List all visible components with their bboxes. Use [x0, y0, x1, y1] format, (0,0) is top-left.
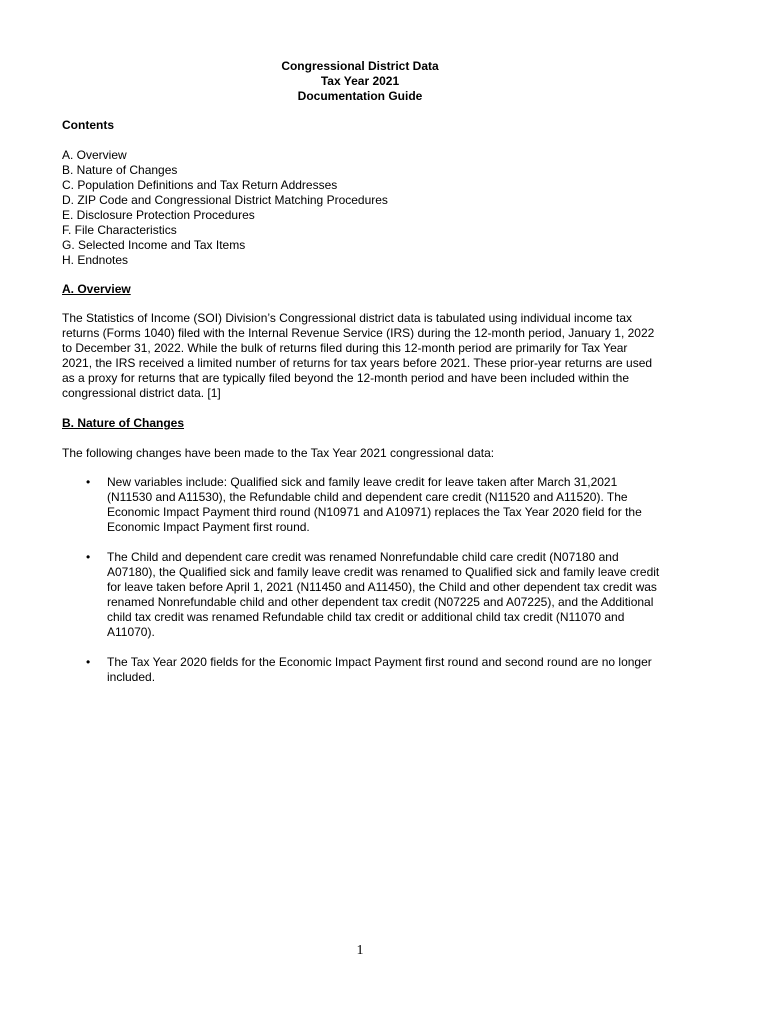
title-line-1: Congressional District Data: [281, 59, 439, 73]
list-item: [62, 550, 662, 640]
toc-item: C. Population Definitions and Tax Return Addresses: [62, 178, 338, 192]
toc-item: D. ZIP Code and Congressional District Matching Procedures: [62, 193, 388, 207]
changes-intro-block: [62, 446, 662, 461]
list-item: [62, 655, 662, 685]
toc-item: B. Nature of Changes: [62, 163, 178, 177]
toc-item: E. Disclosure Protection Procedures: [62, 208, 255, 222]
overview-body: [62, 311, 658, 401]
toc-item: H. Endnotes: [62, 253, 129, 267]
bullet-text: The Child and dependent care credit was renamed Nonrefundable child care credit (N07180 and A07180), the Qualified sick and family leave credit was renamed to Qualified sick and family leave credit for leave taken before April 1, 2021 (N11450 and A11450), the Child and other dependent tax credit was renamed Nonrefundable child and other dependent tax credit (N07225 and A07225), and the Additional child tax credit was renamed Refundable child tax credit or additional child tax credit (N11070 and A11070).: [107, 550, 660, 639]
overview-paragraph: The Statistics of Income (SOI) Division’s Congressional district data is tabulated using individual income tax returns (Forms 1040) filed with the Internal Revenue Service (IRS) during the 12-month period, January 1, 2022 to December 31, 2022. While the bulk of returns filed during this 12-month period are primarily for Tax Year 2021, the IRS received a limited number of returns for tax years before 2021. These prior-year returns are used as a proxy for returns that are typically filed beyond the 12-month period and have been included within the congressional district data. [1]: [62, 311, 655, 400]
toc-item: F. File Characteristics: [62, 223, 177, 237]
changes-section: [62, 416, 662, 431]
title-line-2: Tax Year 2021: [320, 74, 400, 88]
overview-heading: A. Overview: [62, 282, 131, 296]
changes-heading: B. Nature of Changes: [62, 416, 185, 430]
contents-section: [62, 118, 662, 133]
changes-intro: The following changes have been made to the Tax Year 2021 congressional data:: [62, 446, 495, 460]
overview-section: [62, 282, 662, 297]
bullet-icon: •: [86, 550, 91, 564]
toc-item: A. Overview: [62, 148, 127, 162]
bullet-icon: •: [86, 655, 91, 669]
toc-item: G. Selected Income and Tax Items: [62, 238, 246, 252]
bullet-text: New variables include: Qualified sick and family leave credit for leave taken after March 31,2021 (N11530 and A11530), the Refundable child and dependent care credit (N11520 and A11520). The Economic Impact Payment third round (N10971 and A10971) replaces the Tax Year 2020 field for the Economic Impact Payment first round.: [107, 475, 642, 534]
document-title: [0, 59, 720, 104]
changes-list-block: [62, 475, 662, 700]
table-of-contents: [62, 148, 662, 268]
contents-heading: Contents: [62, 118, 114, 132]
title-line-3: Documentation Guide: [297, 89, 423, 103]
page-number: 1: [356, 943, 364, 958]
list-item: [62, 475, 662, 535]
changes-list: [62, 475, 662, 685]
bullet-icon: •: [86, 475, 91, 489]
bullet-text: The Tax Year 2020 fields for the Economic Impact Payment first round and second round are no longer included.: [107, 655, 652, 684]
